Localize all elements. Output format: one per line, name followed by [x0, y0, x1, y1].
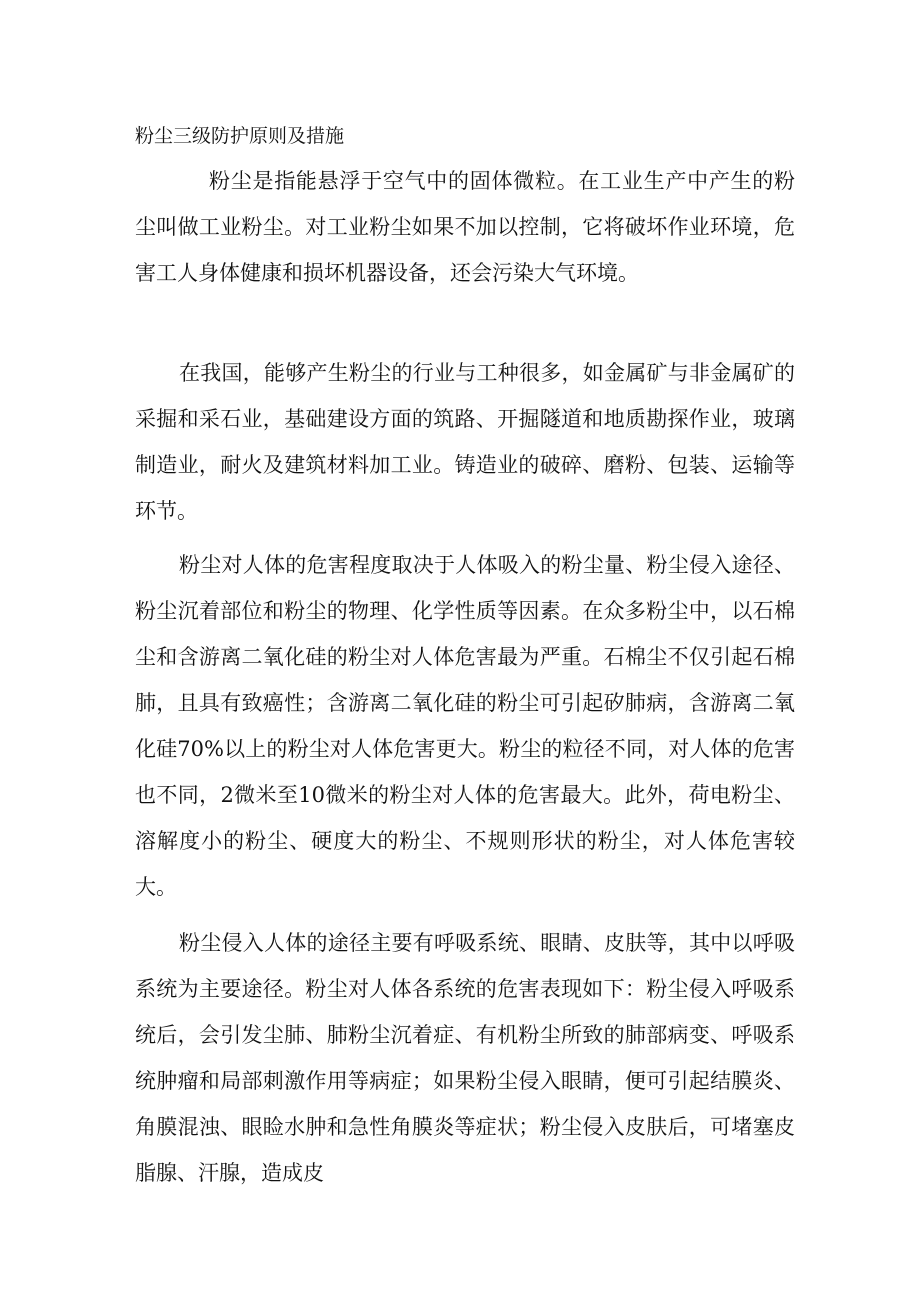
paragraph-dust-definition: 粉尘是指能悬浮于空气中的固体微粒。在工业生产中产生的粉尘叫做工业粉尘。对工业粉尘如果不加以控制，它将破坏作业环境，危害工人身体健康和损坏机器设备，还会污染大气环境。 — [135, 169, 795, 285]
paragraph-dust-entry-routes: 粉尘侵入人体的途径主要有呼吸系统、眼睛、皮肤等，其中以呼吸系统为主要途径。粉尘对人体各系统的危害表现如下：粉尘侵入呼吸系统后，会引发尘肺、肺粉尘沉着症、有机粉尘所致的肺部病变、呼吸系统肿瘤和局部刺激作用等病症；如果粉尘侵入眼睛，便可引起结膜炎、角膜混浊、眼睑水肿和急性角膜炎等症状；粉尘侵入皮肤后，可堵塞皮脂腺、汗腺，造成皮 — [135, 931, 795, 1185]
paragraph-dust-industries: 在我国，能够产生粉尘的行业与工种很多，如金属矿与非金属矿的采掘和采石业，基础建设方面的筑路、开掘隧道和地质勘探作业，玻璃制造业，耐火及建筑材料加工业。铸造业的破碎、磨粉、包装、运输等环节。 — [135, 361, 795, 523]
paragraph-dust-hazards: 粉尘对人体的危害程度取决于人体吸入的粉尘量、粉尘侵入途径、粉尘沉着部位和粉尘的物理、化学性质等因素。在众多粉尘中，以石棉尘和含游离二氧化硅的粉尘对人体危害最为严重。石棉尘不仅引起石棉肺，且具有致癌性；含游离二氧化硅的粉尘可引起矽肺病，含游离二氧化硅70%以上的粉尘对人体危害更大。粉尘的粒径不同，对人体的危害也不同，2微米至10微米的粉尘对人体的危害最大。此外，荷电粉尘、溶解度小的粉尘、硬度大的粉尘、不规则形状的粉尘，对人体危害较大。 — [135, 553, 795, 899]
document-title: 粉尘三级防护原则及措施 — [135, 125, 345, 147]
